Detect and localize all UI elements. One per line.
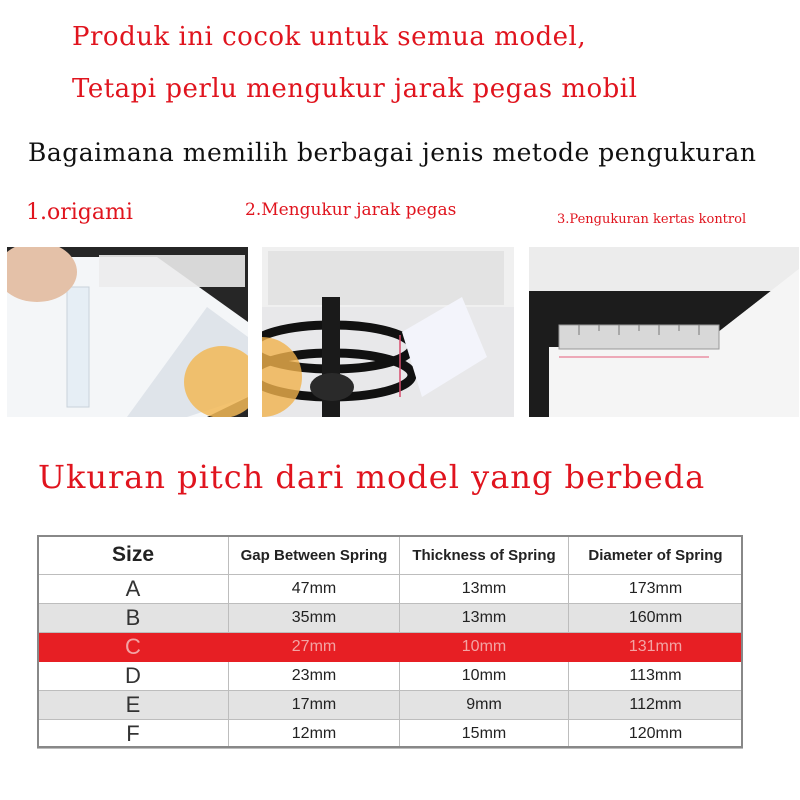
diameter-cell: 113mm xyxy=(569,662,743,691)
gap-cell: 47mm xyxy=(229,575,400,604)
header-size: Size xyxy=(38,536,229,575)
origami-photo xyxy=(7,247,248,417)
size-cell: A xyxy=(38,575,229,604)
size-cell: B xyxy=(38,604,229,633)
size-cell: E xyxy=(38,691,229,720)
table-row-highlighted xyxy=(38,633,743,662)
diameter-cell: 112mm xyxy=(569,691,743,720)
control-paper-photo xyxy=(529,247,799,417)
table-row xyxy=(38,720,743,749)
gap-cell: 12mm xyxy=(229,720,400,749)
table-header-row xyxy=(38,536,743,575)
size-cell: D xyxy=(38,662,229,691)
thickness-cell: 10mm xyxy=(400,662,569,691)
thickness-cell: 9mm xyxy=(400,691,569,720)
spring-gap-photo xyxy=(262,247,514,417)
thickness-cell: 13mm xyxy=(400,575,569,604)
diameter-cell: 131mm xyxy=(569,633,743,662)
gap-cell: 27mm xyxy=(229,633,400,662)
header-thickness: Thickness of Spring xyxy=(400,536,569,575)
gap-cell: 35mm xyxy=(229,604,400,633)
table-row xyxy=(38,662,743,691)
size-cell: C xyxy=(38,633,229,662)
method-label-control-paper: 3.Pengukuran kertas kontrol xyxy=(557,212,747,227)
header-diameter: Diameter of Spring xyxy=(569,536,743,575)
table-row xyxy=(38,604,743,633)
table-row xyxy=(38,691,743,720)
header-gap: Gap Between Spring xyxy=(229,536,400,575)
diameter-cell: 120mm xyxy=(569,720,743,749)
size-cell: F xyxy=(38,720,229,749)
method-label-spring-gap: 2.Mengukur jarak pegas xyxy=(245,200,457,220)
gap-cell: 17mm xyxy=(229,691,400,720)
intro-line-2: Tetapi perlu mengukur jarak pegas mobil xyxy=(72,74,638,104)
diameter-cell: 160mm xyxy=(569,604,743,633)
method-label-origami: 1.origami xyxy=(26,200,133,225)
thickness-cell: 15mm xyxy=(400,720,569,749)
method-question: Bagaimana memilih berbagai jenis metode pengukuran xyxy=(28,138,757,167)
table-row xyxy=(38,575,743,604)
intro-line-1: Produk ini cocok untuk semua model, xyxy=(72,22,587,52)
thickness-cell: 13mm xyxy=(400,604,569,633)
pitch-size-heading: Ukuran pitch dari model yang berbeda xyxy=(38,458,706,496)
spring-size-table xyxy=(37,535,743,749)
thickness-cell: 10mm xyxy=(400,633,569,662)
diameter-cell: 173mm xyxy=(569,575,743,604)
gap-cell: 23mm xyxy=(229,662,400,691)
